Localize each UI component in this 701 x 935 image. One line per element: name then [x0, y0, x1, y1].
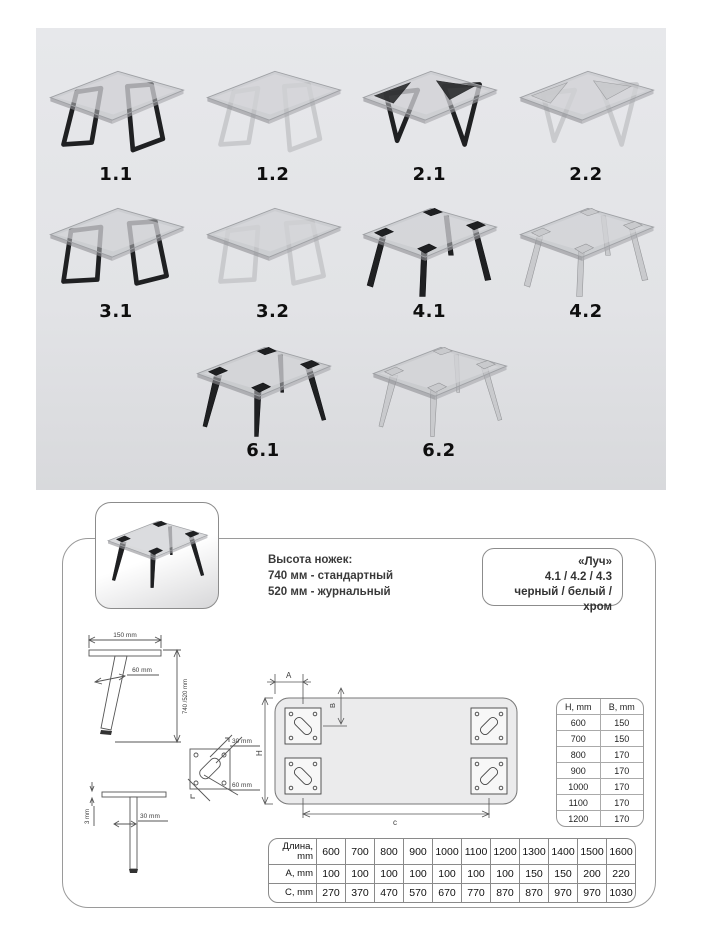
series-finishes: черный / белый / хром — [514, 586, 612, 613]
spec-table-row — [557, 810, 643, 826]
length-table-row — [269, 839, 635, 864]
variant-label: 2.1 — [412, 164, 446, 185]
length-table-cell: 1600 — [606, 839, 635, 864]
length-table-cell: 1300 — [519, 839, 548, 864]
length-table-cell: 150 — [519, 865, 548, 883]
table-photo-icon — [101, 510, 213, 601]
length-spec-table — [268, 838, 636, 903]
mounting-plate-drawing — [180, 733, 266, 807]
height-width-spec-table — [556, 698, 644, 827]
dim-plate-thickness: 3 mm — [85, 809, 91, 824]
length-table-cell: 100 — [403, 865, 432, 883]
datasheet — [0, 490, 701, 935]
spec-table-cell: 150 — [614, 718, 630, 728]
length-table-cell: 100 — [461, 865, 490, 883]
catalog-item-3.2 — [197, 195, 349, 322]
length-table-cell: 800 — [374, 839, 403, 864]
length-table-cell: 870 — [519, 884, 548, 902]
tabletop-plan-drawing — [255, 658, 547, 828]
spec-table-header-row — [557, 699, 643, 714]
length-table-cell: 270 — [316, 884, 345, 902]
catalog-item-2.1 — [353, 58, 505, 185]
catalog-item-2.2 — [510, 58, 662, 185]
length-table-cell: 970 — [548, 884, 577, 902]
catalog-item-1.1 — [40, 58, 192, 185]
length-table-cell: 1500 — [577, 839, 606, 864]
product-photo-box — [95, 502, 219, 609]
catalog-item-3.1 — [40, 195, 192, 322]
table-variant-icon — [364, 334, 514, 446]
spec-table-cell: 170 — [614, 750, 630, 760]
dim-leg-height: 740 /520 mm — [183, 678, 189, 714]
length-table-cell: 100 — [374, 865, 403, 883]
table-variant-icon — [41, 195, 191, 307]
length-table-cell: 970 — [577, 884, 606, 902]
spec-table-cell: 1000 — [557, 779, 601, 794]
catalog-item-6.2 — [363, 334, 515, 461]
dim-c-label: c — [393, 818, 397, 827]
length-table-cell: 770 — [461, 884, 490, 902]
spec-table-cell: 170 — [614, 814, 630, 824]
length-table-cell: 900 — [403, 839, 432, 864]
length-table-cell: 100 — [316, 865, 345, 883]
spec-table-cell: 1100 — [557, 795, 601, 810]
height-note-line: 520 мм - журнальный — [268, 586, 391, 598]
table-variant-icon — [41, 58, 191, 170]
spec-table-cell: 170 — [614, 766, 630, 776]
dim-a-label: A — [286, 671, 292, 680]
catalog-row — [36, 334, 666, 461]
dim-leg-width: 60 mm — [132, 667, 152, 674]
variant-label: 1.2 — [255, 164, 290, 185]
variant-label: 6.2 — [422, 440, 456, 461]
spec-table-cell: B, mm — [608, 702, 635, 712]
variant-label: 4.1 — [412, 301, 446, 322]
spec-table-cell: 600 — [557, 715, 601, 730]
length-table-cell: 570 — [403, 884, 432, 902]
table-variant-icon — [198, 58, 348, 170]
dim-b-label: B — [328, 702, 337, 708]
table-variant-icon — [198, 195, 348, 307]
spec-table-cell: 900 — [557, 763, 601, 778]
dim-plate-long: 60 mm — [232, 782, 252, 789]
spec-table-row — [557, 746, 643, 762]
variant-label: 2.2 — [569, 164, 603, 185]
spec-table-row — [557, 762, 643, 778]
length-table-cell: 1030 — [606, 884, 635, 902]
length-table-cell: 370 — [345, 884, 374, 902]
length-table-row — [269, 864, 635, 883]
table-variant-icon — [354, 195, 504, 307]
variant-label: 6.1 — [246, 440, 280, 461]
leg-height-note — [268, 552, 393, 600]
length-table-cell: 100 — [345, 865, 374, 883]
spec-table-row — [557, 794, 643, 810]
catalog-row — [36, 195, 666, 322]
catalog-item-4.1 — [353, 195, 505, 322]
table-variant-icon — [101, 510, 213, 596]
leg-front-view-drawing — [80, 776, 180, 882]
leg-side-view-drawing — [75, 630, 193, 754]
dim-plate-short: 30 mm — [232, 738, 252, 745]
variant-label: 4.2 — [569, 301, 603, 322]
series-name: «Луч» — [578, 556, 612, 568]
series-models: 4.1 / 4.2 / 4.3 — [544, 571, 612, 583]
spec-table-row — [557, 714, 643, 730]
dim-front-leg-width: 30 mm — [140, 813, 160, 820]
length-table-cell: 100 — [432, 865, 461, 883]
spec-table-cell: 150 — [614, 734, 630, 744]
series-info-box — [482, 548, 623, 613]
length-table-cell: 1000 — [432, 839, 461, 864]
table-variant-icon — [511, 58, 661, 170]
length-table-cell: 700 — [345, 839, 374, 864]
length-table-cell: 600 — [316, 839, 345, 864]
spec-table-row — [557, 730, 643, 746]
spec-table-cell: 1200 — [557, 811, 601, 826]
spec-table-row — [557, 778, 643, 794]
spec-table-cell: 700 — [557, 731, 601, 746]
variant-label: 1.1 — [99, 164, 133, 185]
length-table-cell: 1200 — [490, 839, 519, 864]
table-variant-icon — [354, 58, 504, 170]
catalog-item-6.1 — [187, 334, 339, 461]
length-table-cell: 1100 — [461, 839, 490, 864]
spec-table-cell: H, mm — [557, 699, 601, 714]
variant-label: 3.1 — [99, 301, 133, 322]
spec-table-cell: 170 — [614, 782, 630, 792]
dim-top-width: 150 mm — [113, 632, 137, 639]
length-table-row — [269, 883, 635, 902]
length-table-row-header: C, mm — [285, 887, 313, 899]
length-table-cell: 870 — [490, 884, 519, 902]
table-variant-icon — [511, 195, 661, 307]
spec-table-cell: 800 — [557, 747, 601, 762]
height-note-title: Высота ножек: — [268, 554, 353, 566]
length-table-row-header: Длина, mm — [282, 841, 313, 862]
spec-table-cell: 170 — [614, 798, 630, 808]
length-table-cell: 150 — [548, 865, 577, 883]
length-table-cell: 100 — [490, 865, 519, 883]
length-table-cell: 1400 — [548, 839, 577, 864]
dim-h-label: H — [255, 750, 264, 756]
length-table-row-header: A, mm — [285, 868, 313, 880]
length-table-cell: 470 — [374, 884, 403, 902]
catalog-panel — [36, 28, 666, 490]
table-variant-icon — [188, 334, 338, 446]
length-table-cell: 200 — [577, 865, 606, 883]
catalog-row — [36, 58, 666, 185]
height-note-line: 740 мм - стандартный — [268, 570, 394, 582]
length-table-cell: 220 — [606, 865, 635, 883]
catalog-item-1.2 — [197, 58, 349, 185]
catalog-item-4.2 — [510, 195, 662, 322]
catalog-grid — [36, 58, 666, 461]
variant-label: 3.2 — [255, 301, 290, 322]
length-table-cell: 670 — [432, 884, 461, 902]
